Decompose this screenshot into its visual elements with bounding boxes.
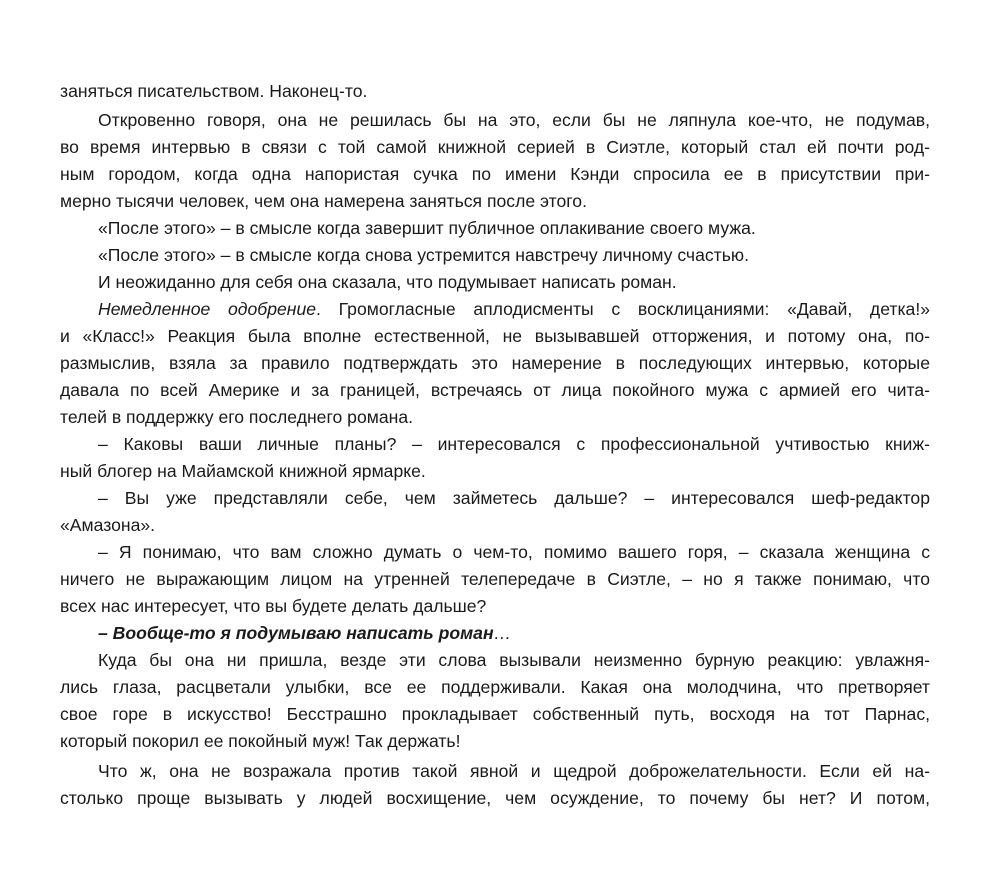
- text-line: – Вы уже представляли себе, чем займетесь дальше? – интересовался шеф-редактор: [98, 488, 930, 508]
- text-line: Откровенно говоря, она не решилась бы на это, если бы не ляпнула кое-что, не подумав,: [98, 110, 930, 130]
- text-line: всех нас интересует, что вы будете делать дальше?: [60, 596, 487, 616]
- text-line: столько проще вызывать у людей восхищение, чем осуждение, то почему бы нет? И потом,: [60, 788, 930, 808]
- text-line: Куда бы она ни пришла, везде эти слова вызывали неизменно бурную реакцию: увлажня-: [98, 650, 930, 670]
- text-line: ный блогер на Майамской книжной ярмарке.: [60, 461, 426, 481]
- text-line: заняться писательством. Наконец-то.: [60, 81, 368, 101]
- text-line: ничего не выражающим лицом на утренней телепередаче в Сиэтле, – но я также понимаю, что: [60, 569, 930, 589]
- text-line: Что ж, она не возражала против такой явной и щедрой доброжелательности. Если ей на-: [98, 761, 930, 781]
- text-line: который покорил ее покойный муж! Так держать!: [60, 731, 461, 751]
- text-line: «Амазона».: [60, 515, 156, 535]
- text-line: лись глаза, расцветали улыбки, все ее поддерживали. Какая она молодчина, что претворяет: [60, 677, 930, 697]
- text-line: «После этого» – в смысле когда снова устремится навстречу личному счастью.: [98, 245, 749, 265]
- text-line: [98, 296, 930, 322]
- text-line: размыслив, взяла за правило подтверждать это намерение в последующих интервью, которые: [60, 353, 930, 373]
- text-run: . Громогласные аплодисменты с восклицаниями: «Давай, детка!»: [316, 299, 930, 319]
- text-line: и «Класс!» Реакция была вполне естественной, не вызывавшей отторжения, и потому она, по-: [60, 326, 930, 346]
- text-line: – Я понимаю, что вам сложно думать о чем-то, помимо вашего горя, – сказала женщина с: [98, 542, 930, 562]
- text-line: И неожиданно для себя она сказала, что подумывает написать роман.: [98, 272, 677, 292]
- text-line: [98, 620, 930, 646]
- text-line: ным городом, когда одна напористая сучка по имени Кэнди спросила ее в присутствии при-: [60, 164, 930, 184]
- text-line: телей в поддержку его последнего романа.: [60, 407, 414, 427]
- text-line: во время интервью в связи с той самой книжной серией в Сиэтле, который стал ей почти род-: [60, 137, 930, 157]
- text-line: мерно тысячи человек, чем она намерена заняться после этого.: [60, 191, 587, 211]
- text-run: …: [493, 623, 512, 643]
- emphasis-text: Немедленное одобрение: [98, 299, 317, 319]
- text-line: «После этого» – в смысле когда завершит публичное оплакивание своего мужа.: [98, 218, 756, 238]
- text-line: свое горе в искусство! Бесстрашно прокладывает собственный путь, восходя на тот Парнас,: [60, 704, 930, 724]
- text-line: давала по всей Америке и за границей, встречаясь от лица покойного мужа с армией его чита-: [60, 380, 930, 400]
- emphasis-text: – Вообще-то я подумываю написать роман: [98, 623, 494, 643]
- text-line: – Каковы ваши личные планы? – интересовался с профессиональной учтивостью книж-: [98, 434, 930, 454]
